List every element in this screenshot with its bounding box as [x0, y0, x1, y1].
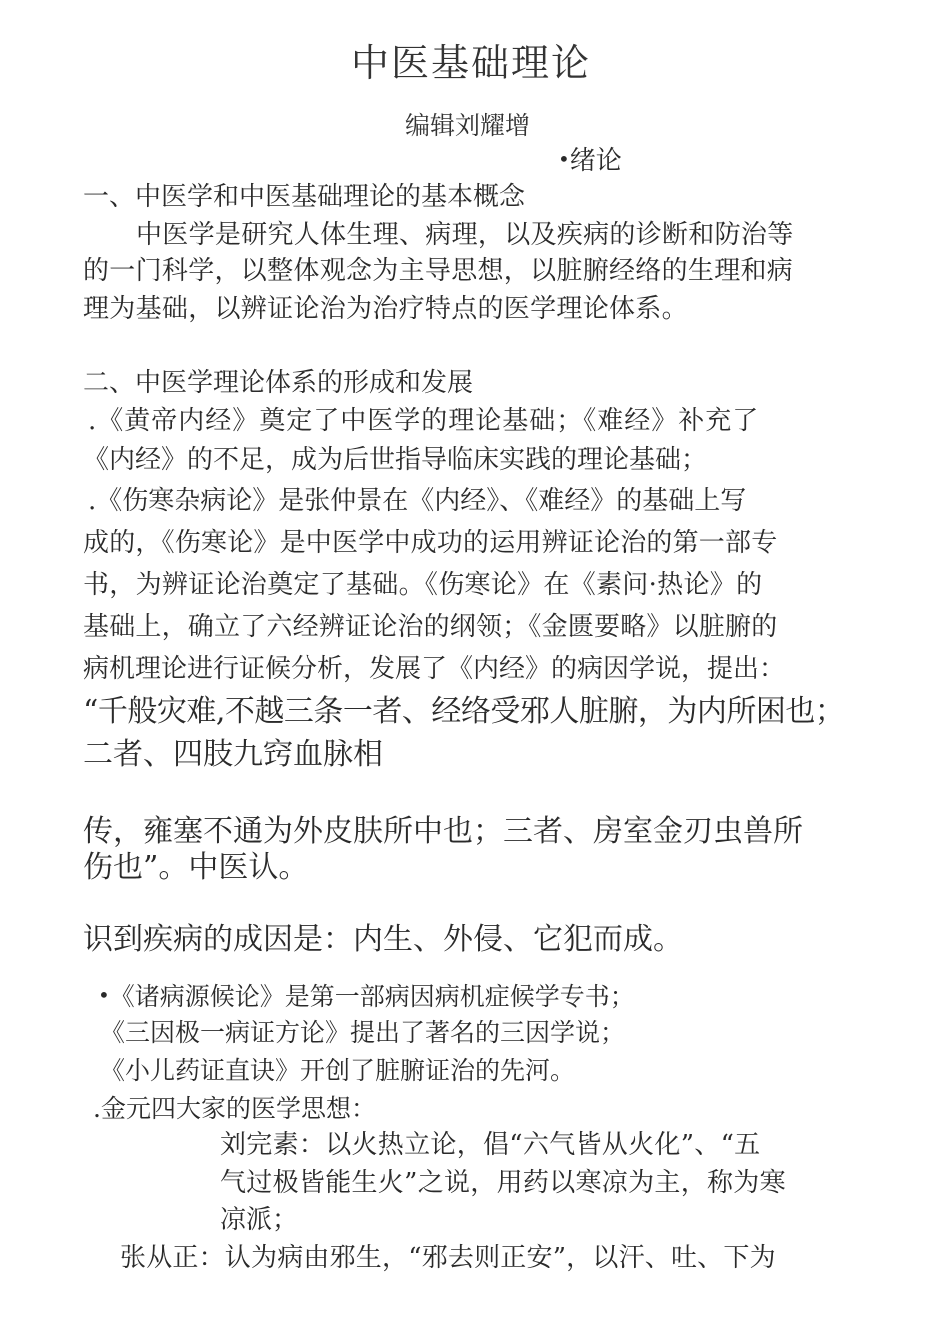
paragraph-line: 《三因极一病证方论》提出了著名的三因学说；: [100, 1018, 626, 1047]
section-heading: [558, 148, 622, 174]
paragraph-line: 病机理论进行证候分析，发展了《内经》的病因学说，提出：: [83, 654, 786, 684]
paragraph-line: 的一门科学，以整体观念为主导思想，以脏腑经络的生理和病: [83, 256, 794, 286]
paragraph-line: 中医学是研究人体生理、病理，以及疾病的诊断和防治等: [136, 220, 794, 250]
paragraph-text: 《诸病源候论》是第一部病因病机症候学专书；: [109, 982, 635, 1011]
paragraph-line: [98, 984, 635, 1009]
section-title: 绪论: [569, 146, 622, 176]
paragraph-line: .《黄帝内经》奠定了中医学的理论基础；《难经》补充了: [88, 406, 760, 436]
heading-1: 一、中医学和中医基础理论的基本概念: [83, 182, 526, 212]
document-author: 编辑刘耀增: [405, 111, 531, 140]
paragraph-line: 书，为辨证论治奠定了基础。《伤寒论》在《素问·热论》的: [83, 570, 763, 600]
paragraph-line: 伤也”。中医认。: [83, 850, 309, 885]
paragraph-line: “千般灾难,不越三条一者、经络受邪人脏腑，为内所困也；: [83, 694, 845, 729]
paragraph-line: 基础上，确立了六经辨证论治的纲领；《金匮要略》以脏腑的: [83, 612, 778, 642]
bullet-icon: •: [558, 147, 570, 171]
paragraph-line: 传，雍塞不通为外皮肤所中也；三者、房室金刃虫兽所: [83, 814, 803, 849]
paragraph-line: 凉派；: [220, 1205, 299, 1235]
paragraph-line: 成的，《伤寒论》是中医学中成功的运用辨证论治的第一部专: [83, 528, 778, 558]
heading-2: 二、中医学理论体系的形成和发展: [83, 368, 474, 398]
paragraph-line: 理为基础，以辨证论治为治疗特点的医学理论体系。: [83, 294, 688, 324]
paragraph-line: .《伤寒杂病论》是张仲景在《内经》、《难经》的基础上写: [88, 486, 747, 516]
paragraph-line: 二者、四肢九窍血脉相: [83, 737, 383, 772]
paragraph-line: 《小儿药证直诀》开创了脏腑证治的先河。: [100, 1056, 576, 1085]
paragraph-line: 气过极皆能生火”之说，用药以寒凉为主，称为寒: [220, 1168, 786, 1198]
paragraph-line: 《内经》的不足，成为后世指导临床实践的理论基础；: [83, 445, 708, 475]
bullet-icon: •: [98, 983, 110, 1007]
paragraph-line: 刘完素：以火热立论，倡“六气皆从火化”、“五: [220, 1130, 761, 1160]
document-title: 中医基础理论: [351, 41, 592, 85]
paragraph-line: 张从正：认为病由邪生，“邪去则正安”，以汗、吐、下为: [120, 1243, 776, 1273]
paragraph-line: .金元四大家的医学思想：: [93, 1094, 376, 1123]
paragraph-line: 识到疾病的成因是：内生、外侵、它犯而成。: [83, 922, 683, 957]
